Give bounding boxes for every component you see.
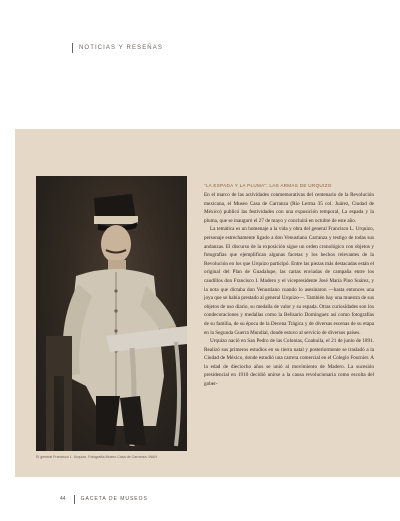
article-body [204,182,374,389]
page-footer [60,494,148,504]
article-paragraph: La temática es un homenaje a la vida y obra del general Francisco L. Urquizo, personaje estrechamente ligado a don Venustiano Carranza y testigo de todas sus andanzas. El discurso de la exposición sigue un orden cronológico con objetos y fotografías que ejemplifican algunas facetas y los hechos relevantes de la Revolución en los que Urquizo participó. Entre las piezas más destacadas están el original del Plan de Guadalupe, las cartas enviadas de campaña entre los caudillos don Francisco I. Madero y el vicepresidente José María Pino Suárez, y la nota que dictaba don Venustiano cuando lo asesinaron —hasta entonces una joya que se había prestado al general Urquizo—. También hay una muestra de sus objetos de uso diario, su medalla de valor y su espada. Otras curiosidades son los condecoraciones y medallas como la Belisario Domínguez así como fotografías de su familia, de su época de la Decena Trágica y de diversas escenas de su etapa en la Segunda Guerra Mundial, donde estuvo al servicio de diversos países. [204,226,374,336]
header-divider [72,43,73,53]
article-paragraph: En el marco de las actividades conmemorativas del centenario de la Revolución mexicana, el Museo Casa de Carranza (Río Lerma 35 col. Juárez, Ciudad de México) publicó las festividades con una exposición temporal, La espada y la pluma, que se inauguró el 27 de mayo y concluirá en octubre de este año. [204,192,374,224]
article-paragraph: Urquizo nació en San Pedro de las Colonias, Coahuila, el 21 de junio de 1891. Realizó sus primeros estudios en su tierra natal y posteriormente se trasladó a la Ciudad de México, donde estudió una carrera comercial en el Colegio Fournier. A la edad de dieciocho años se unió al movimiento de Madero. La sucesión presidencial en 1910 decidió unirse a la causa revolucionaria como escolta del gober- [204,338,374,388]
section-header [72,42,163,54]
page-number: 44 [60,496,66,502]
section-title: NOTICIAS Y RESEÑAS [79,45,163,51]
portrait-illustration [36,176,187,451]
footer-divider [74,495,75,504]
magazine-name: GACETA DE MUSEOS [80,496,148,502]
photo-caption: El general Francisco L. Urquizo. Fotografía Museo Casa de Carranza. INAH [36,455,158,459]
article-title: “LA ESPADA Y LA PLUMA”: LAS ARMAS DE URQUIZO [204,183,332,188]
portrait-photo [36,176,187,451]
